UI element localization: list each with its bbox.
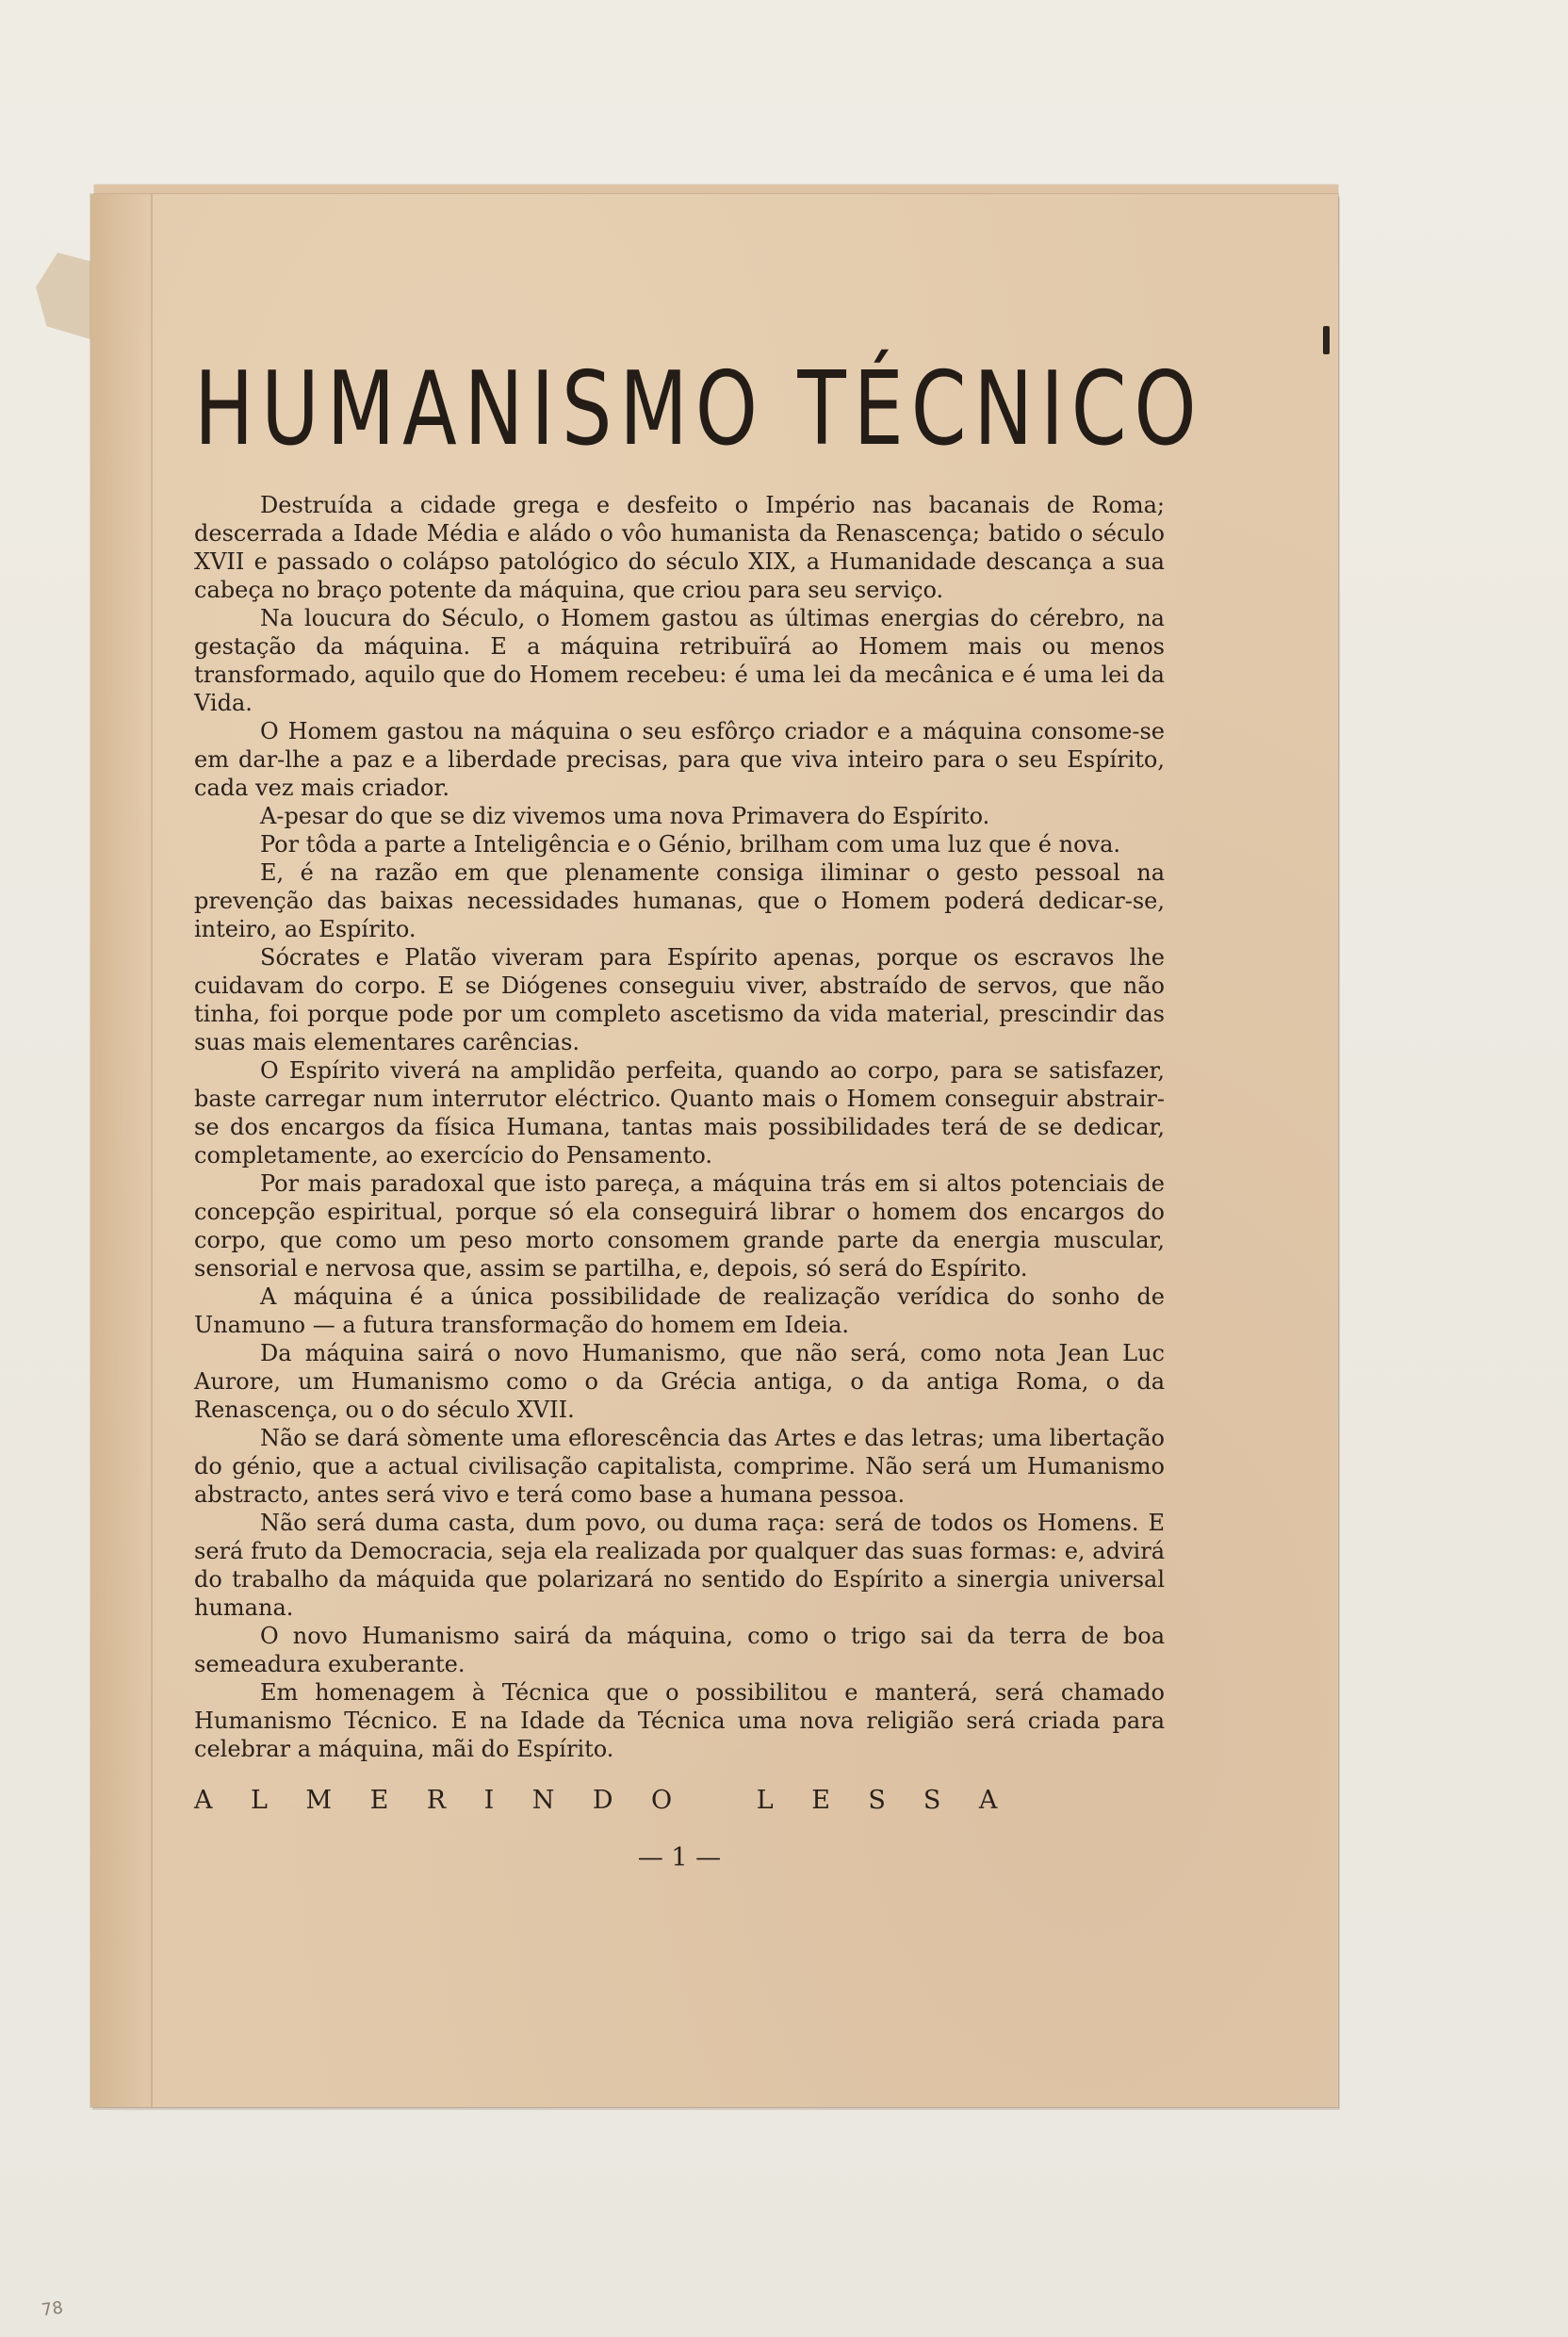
paragraph-1: Destruída a cidade grega e desfeito o Império nas bacanais de Roma; descerrada a Idade Média e aládo o vôo humanista da Renascença; batido o século XVII e passado o colápso patológico do século XIX, a Humanidade descança a sua cabeça no braço potente da máquina, que criou para seu serviço. bbox=[194, 492, 1165, 603]
document-page bbox=[90, 194, 1338, 2107]
article bbox=[194, 351, 1204, 1872]
paragraph-8: O Espírito viverá na amplidão perfeita, quando ao corpo, para se satisfazer, baste carregar num interrutor eléctrico. Quanto mais o Homem conseguir abstrair-se dos encargos da física Humana, tantas mais possibilidades terá de se dedicar, completamente, ao exercício do Pensamento. bbox=[194, 1057, 1165, 1168]
binding-shadow bbox=[90, 194, 156, 2107]
paragraph-9: Por mais paradoxal que isto pareça, a máquina trás em si altos potenciais de concepção espiritual, porque só ela conseguirá librar o homem dos encargos do corpo, que como um peso morto consomem grande parte da energia muscular, sensorial e nervosa que, assim se partilha, e, depois, só será do Espírito. bbox=[194, 1170, 1165, 1282]
paragraph-12: Não se dará sòmente uma eflorescência das Artes e das letras; uma libertação do génio, que a actual civilisação capitalista, comprime. Não será um Humanismo abstracto, antes será vivo e terá como base a humana pessoa. bbox=[194, 1425, 1165, 1508]
author-signature: ALMERINDO LESSA bbox=[194, 1786, 1036, 1815]
paragraph-13: Não será duma casta, dum povo, ou duma raça: será de todos os Homens. E será fruto da Democracia, seja ela realizada por qualquer das suas formas: e, advirá do trabalho da máquida que polarizará no sentido do Espírito a sinergia universal humana. bbox=[194, 1510, 1165, 1621]
margin-note: 78 bbox=[40, 2297, 65, 2321]
paragraph-7: Sócrates e Platão viveram para Espírito apenas, porque os escravos lhe cuidavam do corpo. E se Diógenes conseguiu viver, abstraído de servos, que não tinha, foi porque pode por um completo ascetismo da vida material, prescindir das suas mais elementares carências. bbox=[194, 944, 1165, 1055]
paragraph-10: A máquina é a única possibilidade de realização verídica do sonho de Unamuno — a futura transformação do homem em Ideia. bbox=[194, 1283, 1165, 1338]
paragraph-11: Da máquina sairá o novo Humanismo, que não será, como nota Jean Luc Aurore, um Humanismo como o da Grécia antiga, o da antiga Roma, o da Renascença, ou o do século XVII. bbox=[194, 1340, 1165, 1423]
binding-line bbox=[151, 194, 153, 2107]
paragraph-5: Por tôda a parte a Inteligência e o Génio, brilham com uma luz que é nova. bbox=[260, 831, 1121, 858]
page-number: — 1 — bbox=[637, 1843, 722, 1872]
page-title: HUMANISMO TÉCNICO bbox=[194, 351, 1204, 468]
paragraph-3: O Homem gastou na máquina o seu esfôrço criador e a máquina consome-se em dar-lhe a paz e a liberdade precisas, para que viva inteiro para o seu Espírito, cada vez mais criador. bbox=[194, 718, 1165, 801]
paragraph-2: Na loucura do Século, o Homem gastou as últimas energias do cérebro, na gestação da máquina. E a máquina retribuïrá ao Homem mais ou menos transformado, aquilo que do Homem recebeu: é uma lei da mecânica e é uma lei da Vida. bbox=[194, 605, 1165, 716]
paragraph-4: A-pesar do que se diz vivemos uma nova Primavera do Espírito. bbox=[260, 803, 990, 829]
binder-clip bbox=[1323, 326, 1330, 354]
paragraph-14: O novo Humanismo sairá da máquina, como o trigo sai da terra de boa semeadura exuberante. bbox=[194, 1623, 1165, 1677]
paragraph-6: E, é na razão em que plenamente consiga iliminar o gesto pessoal na prevenção das baixas necessidades humanas, que o Homem poderá dedicar-se, inteiro, ao Espírito. bbox=[194, 859, 1165, 942]
paragraph-15: Em homenagem à Técnica que o possibilitou e manterá, será chamado Humanismo Técnico. E na Idade da Técnica uma nova religião será criada para celebrar a máquina, mãi do Espírito. bbox=[194, 1679, 1165, 1762]
